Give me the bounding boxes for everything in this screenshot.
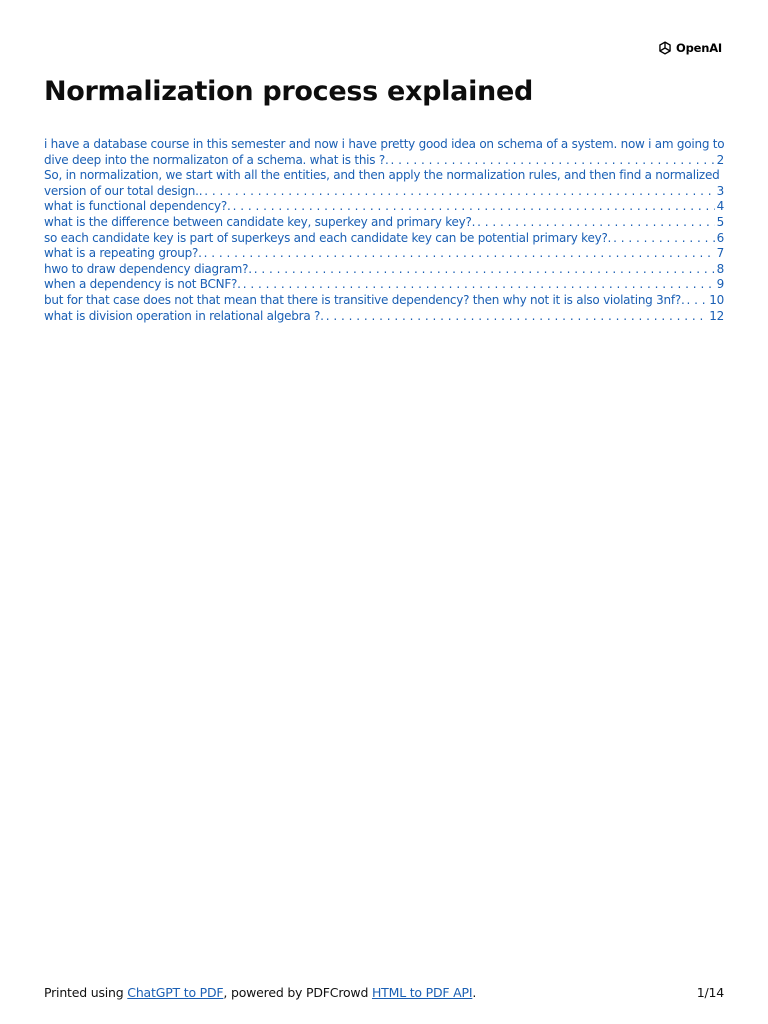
- toc-entry[interactable]: [44, 262, 724, 278]
- footer-suffix: .: [472, 985, 477, 1000]
- toc-dot-leader: [243, 277, 715, 293]
- table-of-contents: [44, 137, 724, 324]
- toc-entry-label: what is a repeating group?.: [44, 246, 202, 261]
- toc-entry-label: so each candidate key is part of superkeys and each candidate key can be potential primary key?.: [44, 230, 612, 245]
- toc-dot-leader: [687, 293, 708, 309]
- toc-page-number: 10: [709, 292, 724, 307]
- footer-middle: , powered by PDFCrowd: [223, 985, 372, 1000]
- toc-entry-label: version of our total design..: [44, 183, 203, 198]
- toc-page-number: 8: [716, 261, 724, 276]
- openai-logo-icon: [657, 40, 673, 56]
- toc-entry-label: when a dependency is not BCNF?.: [44, 277, 241, 292]
- toc-entry[interactable]: [44, 309, 724, 325]
- toc-dot-leader: [204, 246, 715, 262]
- toc-entry-label: hwo to draw dependency diagram?.: [44, 261, 252, 276]
- toc-entry[interactable]: [44, 277, 724, 293]
- toc-page-number: 5: [716, 214, 724, 229]
- toc-dot-leader: [233, 199, 715, 215]
- toc-entry-line: So, in normalization, we start with all the entities, and then apply the normalization rules, and then find a normalized: [44, 168, 720, 183]
- openai-logo: [657, 40, 722, 56]
- toc-entry[interactable]: [44, 168, 724, 199]
- toc-dot-leader: [204, 184, 714, 200]
- toc-dot-leader: [391, 153, 715, 169]
- toc-page-number: 3: [716, 183, 724, 198]
- html-to-pdf-api-link[interactable]: HTML to PDF API: [371, 985, 473, 1000]
- toc-page-number: 7: [716, 246, 724, 261]
- toc-page-number: 9: [716, 277, 724, 292]
- page-title: Normalization process explained: [44, 76, 533, 107]
- toc-dot-leader: [613, 231, 714, 247]
- toc-page-number: 2: [716, 152, 724, 167]
- toc-entry[interactable]: [44, 199, 724, 215]
- chatgpt-to-pdf-link[interactable]: ChatGPT to PDF: [127, 985, 224, 1000]
- page-indicator: 1/14: [696, 985, 724, 1000]
- toc-page-number: 4: [716, 199, 724, 214]
- toc-entry-label: but for that case does not that mean that there is transitive dependency? then why not it is also violating 3nf?.: [44, 292, 685, 307]
- toc-entry[interactable]: [44, 215, 724, 231]
- toc-entry[interactable]: [44, 246, 724, 262]
- page-footer: [44, 985, 724, 1000]
- toc-entry-label: what is division operation in relational algebra ?.: [44, 308, 324, 323]
- toc-entry[interactable]: [44, 137, 724, 168]
- toc-entry-label: what is functional dependency?.: [44, 199, 231, 214]
- toc-page-number: 6: [716, 230, 724, 245]
- toc-entry-label: dive deep into the normalizaton of a schema. what is this ?.: [44, 152, 389, 167]
- brand-name: OpenAI: [676, 41, 722, 55]
- toc-entry[interactable]: [44, 231, 724, 247]
- toc-entry[interactable]: [44, 293, 724, 309]
- toc-dot-leader: [254, 262, 715, 278]
- toc-dot-leader: [326, 309, 708, 325]
- footer-prefix: Printed using: [44, 985, 128, 1000]
- toc-entry-label: what is the difference between candidate key, superkey and primary key?.: [44, 214, 476, 229]
- toc-entry-line: i have a database course in this semester and now i have pretty good idea on schema of a system. now i am going to: [44, 137, 724, 151]
- footer-credit: [44, 985, 476, 1000]
- toc-dot-leader: [477, 215, 714, 231]
- toc-page-number: 12: [709, 308, 724, 323]
